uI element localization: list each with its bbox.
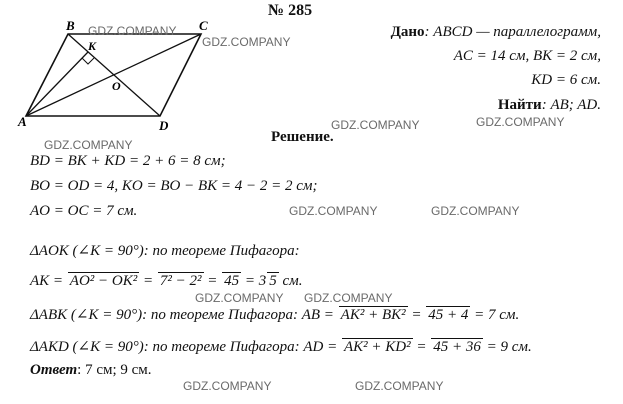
step-6-eq: =: [407, 307, 426, 323]
watermark: GDZ.COMPANY: [183, 379, 272, 393]
problem-number: № 285: [268, 2, 313, 19]
step-5-unit: см.: [278, 273, 303, 289]
given-line-3: KD = 6 см.: [531, 72, 601, 88]
given-line-2: AC = 14 см, BK = 2 см,: [453, 48, 601, 64]
label-b: B: [66, 18, 75, 33]
step-5-eq: =: [139, 273, 157, 289]
watermark: GDZ.COMPANY: [431, 204, 520, 218]
label-o: O: [112, 79, 121, 93]
given-label: Дано: [390, 24, 425, 40]
right-angle-mark: [82, 58, 94, 64]
label-a: A: [18, 114, 27, 129]
label-d: D: [159, 118, 169, 133]
step-3: AO = OC = 7 см.: [30, 203, 138, 219]
sqrt-ak-kd: AK² + KD²: [344, 339, 411, 355]
perpendicular-ak: [26, 52, 88, 116]
watermark: GDZ.COMPANY: [289, 204, 378, 218]
watermark: GDZ.COMPANY: [44, 138, 133, 152]
sqrt-45-36: 45 + 36: [433, 339, 481, 355]
step-6: [30, 305, 519, 324]
step-5-tail: = 3: [241, 273, 267, 289]
parallelogram-diagram: [0, 0, 230, 140]
step-7-prefix: ΔAKD (∠K = 90°): по теореме Пифагора: AD =: [30, 339, 341, 355]
find-label: Найти: [497, 97, 542, 113]
sqrt-ak-bk: AK² + BK²: [340, 307, 406, 323]
watermark: GDZ.COMPANY: [88, 24, 177, 38]
watermark: GDZ.COMPANY: [355, 379, 444, 393]
answer-label: Ответ: [30, 362, 78, 378]
step-6-tail: = 7 см.: [470, 307, 520, 323]
answer-line: [30, 362, 152, 379]
step-5-eq2: =: [203, 273, 222, 289]
diagonal-bd: [68, 34, 160, 116]
step-7-eq: =: [412, 339, 431, 355]
step-5: [30, 272, 302, 290]
label-c: C: [199, 18, 208, 33]
watermark: GDZ.COMPANY: [304, 291, 393, 305]
step-6-prefix: ΔABK (∠K = 90°): по теореме Пифагора: AB =: [30, 307, 338, 323]
step-4: ΔAOK (∠K = 90°): по теореме Пифагора:: [30, 243, 300, 259]
step-2: BO = OD = 4, KO = BO − BK = 4 − 2 = 2 см;: [30, 178, 318, 194]
answer-text: : 7 см; 9 см.: [77, 362, 152, 378]
given-line-1: [391, 24, 601, 41]
sqrt-5: 5: [269, 273, 277, 289]
step-7: [30, 337, 532, 356]
watermark: GDZ.COMPANY: [195, 291, 284, 305]
step-7-tail: = 9 см.: [482, 339, 532, 355]
watermark: GDZ.COMPANY: [331, 118, 420, 132]
given-text-1: : ABCD — параллелограмм,: [424, 24, 601, 40]
step-5-prefix: AK =: [30, 273, 67, 289]
find-line: [498, 97, 601, 114]
find-text: : AB; AD.: [541, 97, 601, 113]
sqrt-45: 45: [224, 273, 240, 289]
sqrt-45-4: 45 + 4: [428, 307, 469, 323]
sqrt-7-2: 7² − 2²: [159, 273, 202, 289]
watermark: GDZ.COMPANY: [202, 35, 291, 49]
label-k: K: [88, 39, 97, 53]
sqrt-ao-ok: AO² − OK²: [69, 273, 138, 289]
solution-heading: Решение.: [271, 129, 334, 145]
watermark: GDZ.COMPANY: [476, 115, 565, 129]
step-1: BD = BK + KD = 2 + 6 = 8 см;: [30, 153, 226, 169]
